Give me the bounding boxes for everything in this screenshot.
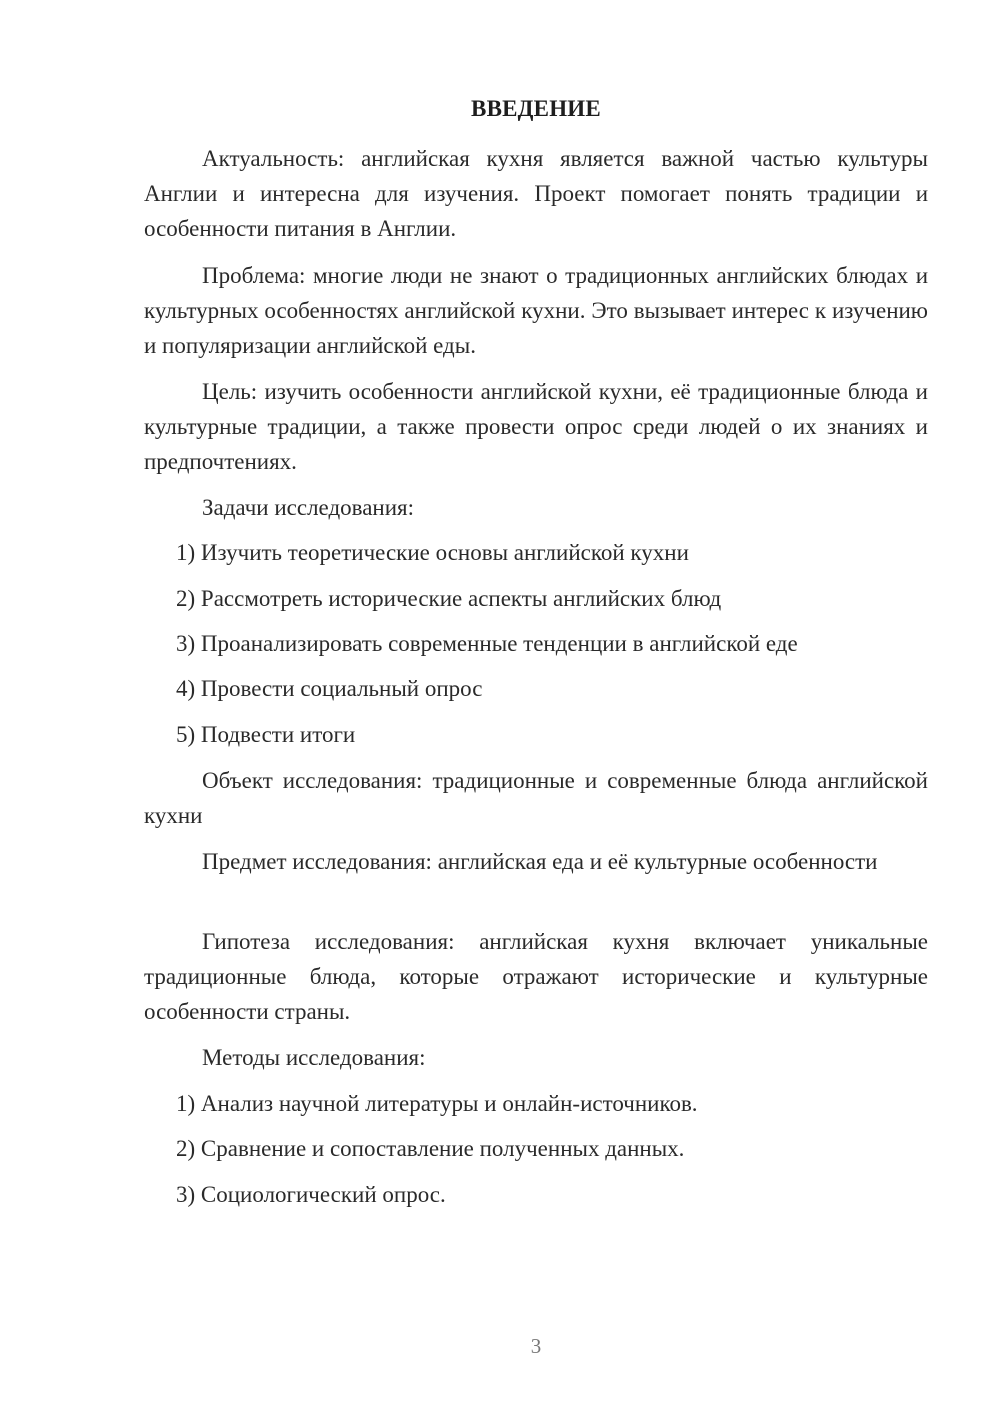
tasks-heading: Задачи исследования: [202,495,415,520]
method-item: 3) Социологический опрос. [176,1182,446,1207]
subject-paragraph: Предмет исследования: английская еда и её культурные особенности [202,849,878,874]
task-item: 3) Проанализировать современные тенденции в английской еде [176,631,798,656]
relevance-paragraph: Актуальность: английская кухня является важной частью культуры Англии и интересна для изучения. Проект помогает понять традиции и особенности питания в Англии. [144,146,928,241]
task-item: 2) Рассмотреть исторические аспекты английских блюд [176,586,722,611]
methods-heading: Методы исследования: [202,1045,426,1070]
method-item: 2) Сравнение и сопоставление полученных данных. [176,1136,685,1161]
object-paragraph: Объект исследования: традиционные и современные блюда английской кухни [144,768,928,828]
task-item: 1) Изучить теоретические основы английской кухни [176,540,689,565]
page-number: 3 [530,1334,542,1358]
problem-paragraph: Проблема: многие люди не знают о традиционных английских блюдах и культурных особенностях английской кухни. Это вызывает интерес к изучению и популяризации английской еды. [144,263,928,358]
page-title: ВВЕДЕНИЕ [471,96,601,121]
goal-paragraph: Цель: изучить особенности английской кухни, её традиционные блюда и культурные традиции, а также провести опрос среди людей о их знаниях и предпочтениях. [144,379,928,474]
method-item: 1) Анализ научной литературы и онлайн-источников. [176,1091,698,1116]
task-item: 5) Подвести итоги [176,722,356,747]
hypothesis-paragraph: Гипотеза исследования: английская кухня включает уникальные традиционные блюда, которые отражают исторические и культурные особенности страны. [144,929,928,1024]
task-item: 4) Провести социальный опрос [176,676,483,701]
